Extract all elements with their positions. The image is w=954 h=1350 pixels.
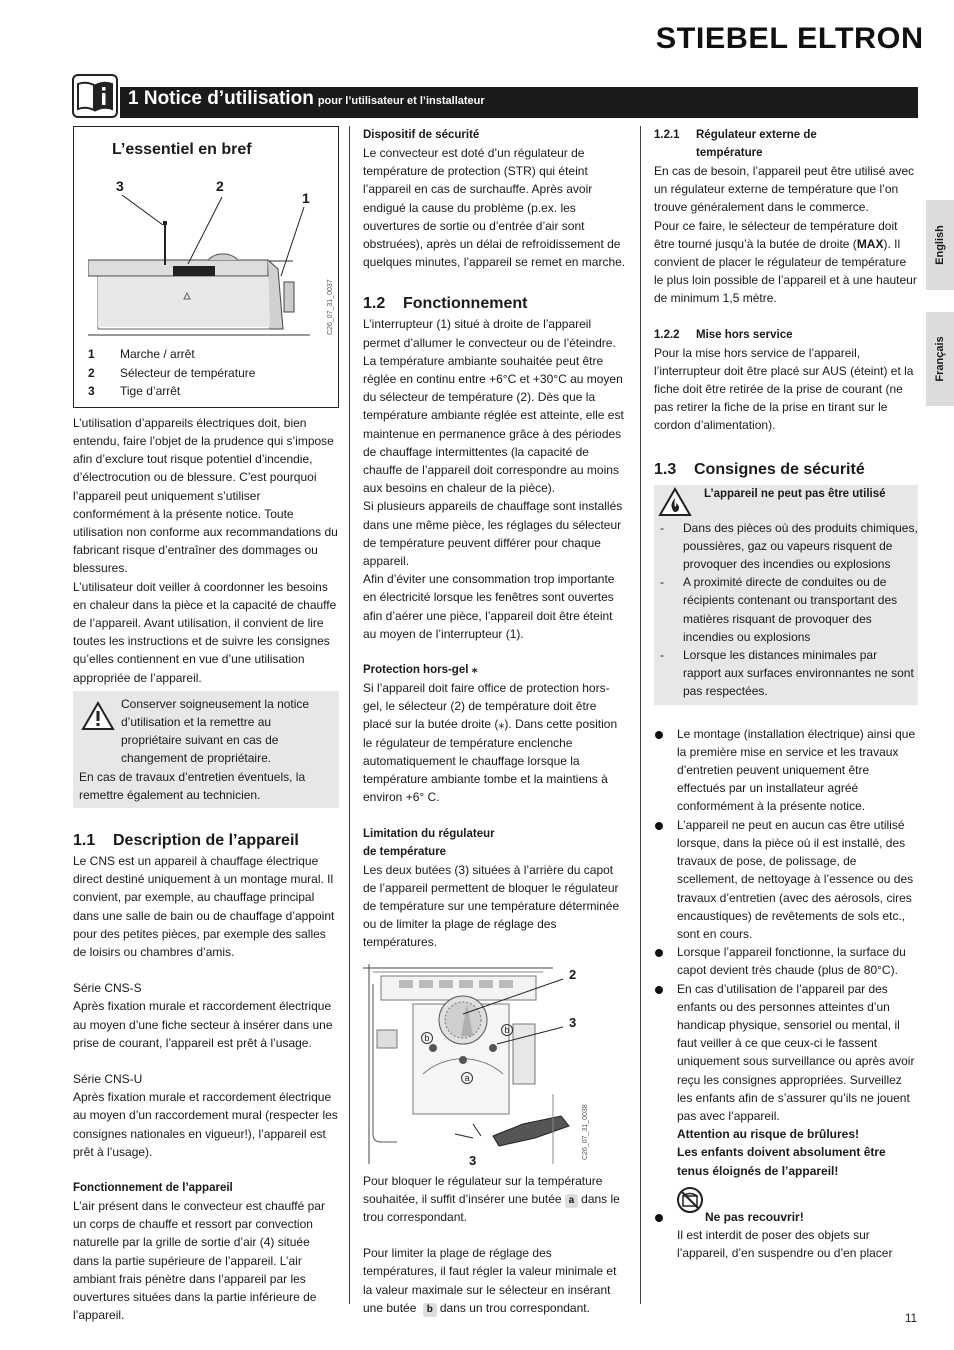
fig2-callout-3: 3 xyxy=(569,1014,577,1030)
danger-title: L’appareil ne peut pas être utilisé xyxy=(704,487,886,500)
frost-protection-text: Si l’appareil doit faire office de protection hors-gel, le sélecteur (2) de température doit être placé sur la butée droite (⁎). Dans cette position le régulateur de température enclenche automatiquement le chauffage lorsque la température ambiante tombe et la maintiens à environ +6° C. xyxy=(363,681,618,805)
section-1-1-heading: 1.1 Description de l’appareil xyxy=(73,831,299,849)
figure-code: C26_07_31_0037 xyxy=(327,279,334,336)
safety-device-heading: Dispositif de sécurité xyxy=(363,129,480,141)
burn-warning-1: Attention au risque de brûlures! xyxy=(677,1127,860,1142)
intro-paragraph-2: L’utilisateur doit veiller à coordonner les besoins en chaleur dans la pièce et la capacité de chauffe de l’appareil. Avant utilisation, il convient de lire toutes les instructions et de suivre les consignes qu’elles contiennent en vue d’une utilisation appropriée de l’appareil. xyxy=(73,579,337,685)
list-item: L’appareil ne peut en aucun cas être utilisé lorsque, dans la pièce où il est installé, des travaux de pose, de polissage, de scellement, de nettoyage à l’essence ou des travaux d’entretien (avec des aérosols, cires encaustiques) de revêtements de sols etc., sont en cours. xyxy=(654,816,918,943)
list-item xyxy=(654,1194,918,1263)
fig2-callout-2: 2 xyxy=(569,966,577,982)
limitation-heading-1: Limitation du régulateur xyxy=(363,827,495,840)
tab-francais[interactable]: Français xyxy=(926,312,954,406)
list-item: - A proximité directe de conduites ou de récipients contenant ou transportant des matières risquant de provoquer des incendies ou explosions xyxy=(660,575,898,644)
serie-s-text: Après fixation murale et raccordement électrique au moyen d’une fiche secteur à insérer dans une prise de courant, l’appareil est prêt à l’usage. xyxy=(73,999,333,1050)
safety-bullets xyxy=(654,725,918,1180)
list-item: - Dans des pièces où des produits chimiques, poussières, gaz ou vapeurs risquent de provoquer des incendies ou explosions xyxy=(660,520,918,572)
manual-info-icon xyxy=(72,74,118,118)
danger-list xyxy=(654,519,918,701)
operation-text: L’air présent dans le convecteur est chauffé par un corps de chauffe et ressort par convection naturelle par la grille de sortie d’air (4) située dans la partie supérieure de l’appareil. L’air ambiant frais pénètre dans l’appareil par les ouvertures situées dans la partie inférieure de l’appareil. xyxy=(73,1199,325,1323)
summary-title: L’essentiel en bref xyxy=(112,141,252,158)
limitation-text: Les deux butées (3) situées à l’arrière du capot de l’appareil permettent de bloquer le régulateur de température sur une température déterminée ou de limiter la plage de réglage des températures. xyxy=(363,862,620,950)
tab-english[interactable]: English xyxy=(926,200,954,290)
thermostat-stop-figure xyxy=(363,964,626,1170)
limitation-heading-2: de température xyxy=(363,845,447,858)
section-1-3-heading: 1.3 Consignes de sécurité xyxy=(654,460,865,478)
section-1-2-heading: 1.2 Fonctionnement xyxy=(363,295,528,313)
column-divider xyxy=(640,126,641,1304)
section-1-2-text-3: Afin d’éviter une consommation trop importante en électricité lorsque les fenêtres sont ouvertes afin d’aérer une pièce, l’appareil doit être éteint au moyen de l’interrupteur (1). xyxy=(363,572,615,641)
keep-manual-notice: Conserver soigneusement la notice d’utilisation et la remettre au propriétaire suivant en cas de changement de propriétaire. En cas de travaux d’entretien éventuels, la remettre également au technicien. xyxy=(73,691,339,808)
operation-subheading: Fonctionnement de l’appareil xyxy=(73,1182,233,1195)
section-subtitle: pour l’utilisateur et l’installateur xyxy=(317,95,485,107)
fig2-code: C26_07_31_0038 xyxy=(582,1103,589,1160)
section-1-2-1-text-2: Pour ce faire, le sélecteur de température doit être tourné jusqu’à la butée de droite (MAX). Il convient de placer le régulateur de température le plus loin possible de l’appareil et à une hauteur de minimum 1,5 mètre. xyxy=(654,218,917,306)
serie-s-title: Série CNS-S xyxy=(73,981,142,996)
lock-setting-text: Pour bloquer le régulateur sur la température souhaitée, il suffit d’insérer une butée a dans le trou correspondant. xyxy=(363,1173,620,1224)
section-1-2-1-heading: 1.2.1 Régulateur externe de température xyxy=(654,129,817,159)
stop-a-label: a xyxy=(565,1194,579,1208)
fire-hazard-icon xyxy=(658,487,692,517)
warning-triangle-icon xyxy=(81,701,115,731)
intro-paragraph: L’utilisation d’appareils électriques doit, bien entendu, faire l’objet de la prudence qui s’impose afin d’exclure tout risque potentiel d’incendie, d’électrocution ou de blessure. C’est pourquoi l’appareil peut uniquement s’utiliser conformément à la présente notice. Toute utilisation non conforme aux recommandations du fabricant risque d’entraîner des dommages ou blessures. xyxy=(73,415,338,576)
safety-device-text: Le convecteur est doté d’un régulateur de température de protection (STR) qui éteint l’appareil en cas de surchauffe. Après avoir endigué la cause du problème (p.ex. les ouvertures de sortie ou d’entrée d’air sont obstruées), après un délai de refroidissement de quelques minutes, l’appareil se remet en marche. xyxy=(363,146,626,270)
heater-overview-figure xyxy=(88,165,334,341)
section-header-bar xyxy=(120,87,918,118)
frost-protection-heading: Protection hors-gel ⁎ xyxy=(363,664,478,677)
section-1-2-text: L’interrupteur (1) situé à droite de l’appareil permet d’allumer le convecteur ou de l’éteindre. La température ambiante souhaitée peut être réglée en continu entre +6°C et +30°C au moyen du sélecteur de température (2). Dès que la température ambiante réglée est atteinte, elle est maintenue en permanence grâce à des périodes de chauffage intermittentes (la capacité de chauffe de l’appareil doit correspondre au moins aux besoins en chaleur de la pièce). xyxy=(363,317,624,496)
list-item: - Lorsque les distances minimales par rapport aux surfaces environnantes ne sont pas respectées. xyxy=(660,648,914,699)
callout-1: 1 xyxy=(302,190,310,207)
fig2-label-b-right: b xyxy=(501,1024,513,1036)
callout-2: 2 xyxy=(216,178,224,195)
section-title: 1 Notice d’utilisation xyxy=(128,88,314,109)
section-1-2-1-text: En cas de besoin, l’appareil peut être utilisé avec un régulateur externe de température que l’on trouve généralement dans le commerce. xyxy=(654,164,915,215)
burn-warning-2: Les enfants doivent absolument être tenus éloignés de l’appareil! xyxy=(677,1145,886,1178)
range-limit-text: Pour limiter la plage de réglage des températures, il faut régler la valeur minimale et la valeur maximale sur le sélecteur en insérant une butée b dans un trou correspondant. xyxy=(363,1246,617,1315)
fig2-callout-3b: 3 xyxy=(469,1152,477,1168)
brand-logo: STIEBEL ELTRON xyxy=(656,22,924,55)
list-item: Lorsque l’appareil fonctionne, la surface du capot devient très chaude (plus de 80°C). xyxy=(654,943,918,979)
column-3 xyxy=(654,126,918,1262)
serie-u-title: Série CNS-U xyxy=(73,1072,143,1086)
cover-title: Ne pas recouvrir! xyxy=(705,1209,804,1224)
column-1 xyxy=(73,126,339,1324)
summary-box xyxy=(73,126,339,408)
callout-3: 3 xyxy=(116,178,124,195)
list-item: En cas d’utilisation de l’appareil par des enfants ou des personnes atteintes d’un handicap physique, sensoriel ou mental, il faut veiller à ce que ceux-ci le fassent uniquement sous surveillance ou après avoir reçu les consignes appropriées. Surveillez les enfants afin de s’assurer qu’ils ne jouent pas avec l’appareil. Attention au risque de brûlures! Les enfants doivent absolument être tenus éloignés de l’appareil! xyxy=(654,980,918,1180)
list-item: Le montage (installation électrique) ainsi que la première mise en service et les travaux d’entretien peuvent uniquement être effectués par un installateur agréé conformément à la présente notice. xyxy=(654,725,918,816)
cover-bullets xyxy=(654,1194,918,1263)
section-1-2-2-heading: 1.2.2 Mise hors service xyxy=(654,328,793,341)
section-1-2-text-2: Si plusieurs appareils de chauffage sont installés dans une même pièce, les réglages du sélecteur de température peuvent différer pour chaque appareil. xyxy=(363,499,623,569)
page-number: 11 xyxy=(905,1313,917,1325)
column-2 xyxy=(363,126,626,1317)
fig2-label-a: a xyxy=(461,1072,473,1084)
column-divider xyxy=(349,126,350,1304)
section-1-1-text: Le CNS est un appareil à chauffage électrique direct destiné uniquement à un montage mural. Il convient, par exemple, au chauffage principal dans une salle de bain ou de chauffage d’appoint pour des petites pièces, par exemple des salles de loisirs ou chambres d’amis. xyxy=(73,853,335,959)
cover-text: Il est interdit de poser des objets sur l’appareil, d’en suspendre ou d’en placer xyxy=(677,1227,893,1261)
section-1-2-2-text: Pour la mise hors service de l’appareil, l’interrupteur doit être placé sur AUS (éteint) et la fiche doit être retirée de la prise de courant (ne pas retirer la fiche de la prise en tirant sur le cordon d’alimentation). xyxy=(654,345,914,433)
fig2-label-b-left: b xyxy=(421,1032,433,1044)
stop-b-label: b xyxy=(423,1303,437,1317)
do-not-cover-icon xyxy=(676,1186,706,1214)
danger-box xyxy=(654,485,918,705)
serie-u-text: Après fixation murale et raccordement électrique au moyen d’un raccordement mural (respecter les consignes nationales en vigueur!), l’appareil est prêt à l’usage). xyxy=(73,1090,338,1159)
figure-legend: 1 Marche / arrêt 2 Sélecteur de température 3 Tige d’arrêt xyxy=(88,347,256,399)
